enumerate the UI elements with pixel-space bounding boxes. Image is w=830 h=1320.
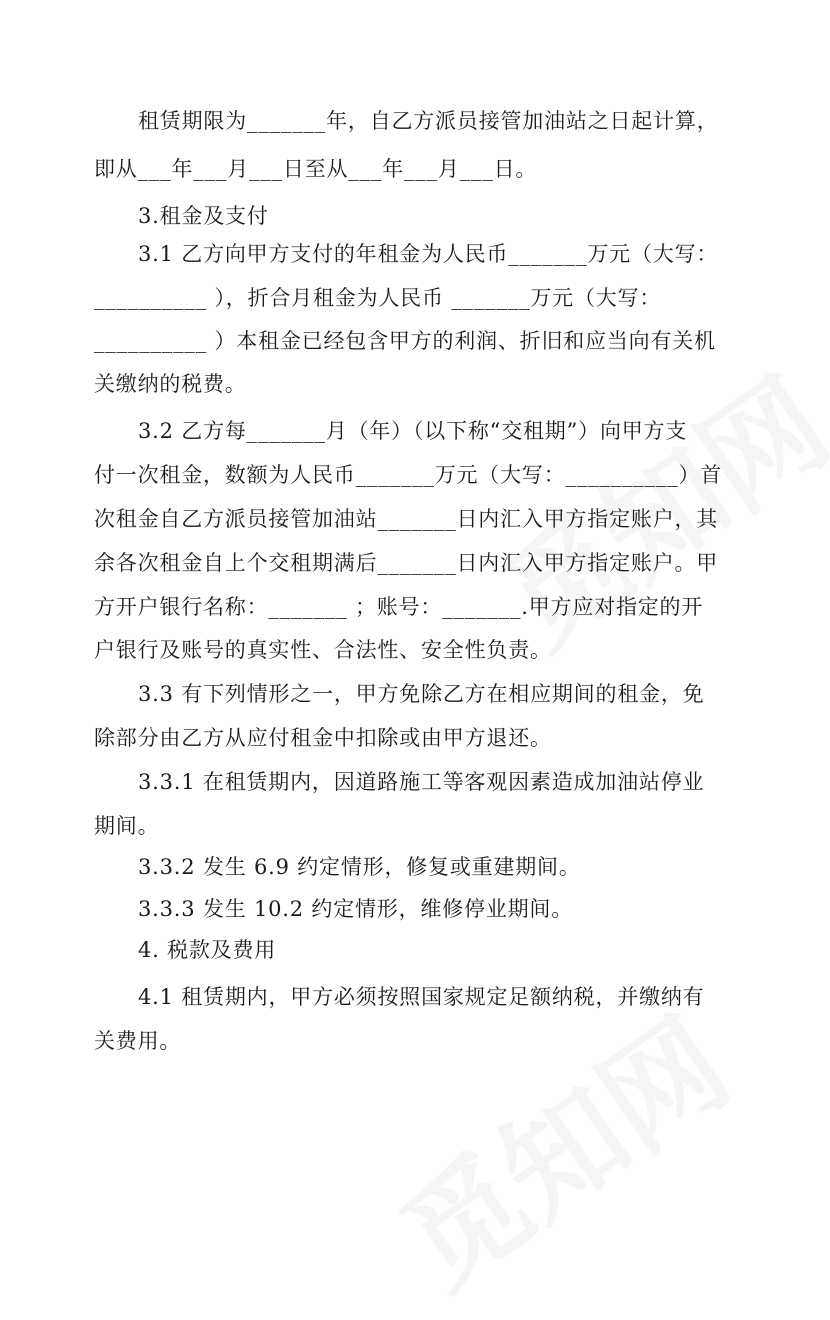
clause-4-1-line-2: 关费用。: [94, 1029, 182, 1053]
lease-term-line: 租赁期限为_______年，自乙方派员接管加油站之日起计算，: [138, 109, 719, 133]
clause-3-3-3: 3.3.3 发生 10.2 约定情形，维修停业期间。: [138, 897, 574, 921]
clause-3-2-line-4: 余各次租金自上个交租期满后_______日内汇入甲方指定账户。甲: [94, 551, 719, 575]
watermark: [363, 972, 757, 1319]
clause-3-1-line-1: 3.1 乙方向甲方支付的年租金为人民币_______万元（大写：: [138, 242, 719, 266]
clause-3-2-line-3: 次租金自乙方派员接管加油站_______日内汇入甲方指定账户，其: [94, 507, 719, 531]
clause-3-3-line-2: 除部分由乙方从应付租金中扣除或由甲方退还。: [94, 726, 552, 750]
clause-3-1-line-4: 关缴纳的税费。: [94, 372, 247, 396]
section-3-heading: 3.租金及支付: [138, 204, 269, 228]
clause-3-1-line-3: __________ ）本租金已经包含甲方的利润、折旧和应当向有关机: [94, 329, 716, 353]
clause-3-2-line-2: 付一次租金，数额为人民币_______万元（大写：__________）首: [94, 463, 723, 487]
clause-3-3-1-line-2: 期间。: [94, 814, 160, 838]
clause-3-3-2: 3.3.2 发生 6.9 约定情形，修复或重建期间。: [138, 855, 581, 879]
clause-3-3-line-1: 3.3 有下列情形之一，甲方免除乙方在相应期间的租金，免: [138, 682, 705, 706]
clause-4-1-line-1: 4.1 租赁期内，甲方必须按照国家规定足额纳税，并缴纳有: [138, 985, 705, 1009]
clause-3-3-1-line-1: 3.3.1 在租赁期内，因道路施工等客观因素造成加油站停业: [138, 770, 705, 794]
lease-dates-line: 即从___年___月___日至从___年___月___日。: [94, 157, 538, 181]
clause-3-1-line-2: __________ ），折合月租金为人民币 _______万元（大写：: [94, 286, 662, 310]
section-4-heading: 4. 税款及费用: [138, 938, 277, 962]
clause-3-2-line-1: 3.2 乙方每_______月（年）（以下称“交租期”）向甲方支: [138, 419, 688, 443]
clause-3-2-line-6: 户银行及账号的真实性、合法性、安全性负责。: [94, 638, 552, 662]
clause-3-2-line-5: 方开户银行名称：_______ ；账号：_______.甲方应对指定的开: [94, 595, 704, 619]
